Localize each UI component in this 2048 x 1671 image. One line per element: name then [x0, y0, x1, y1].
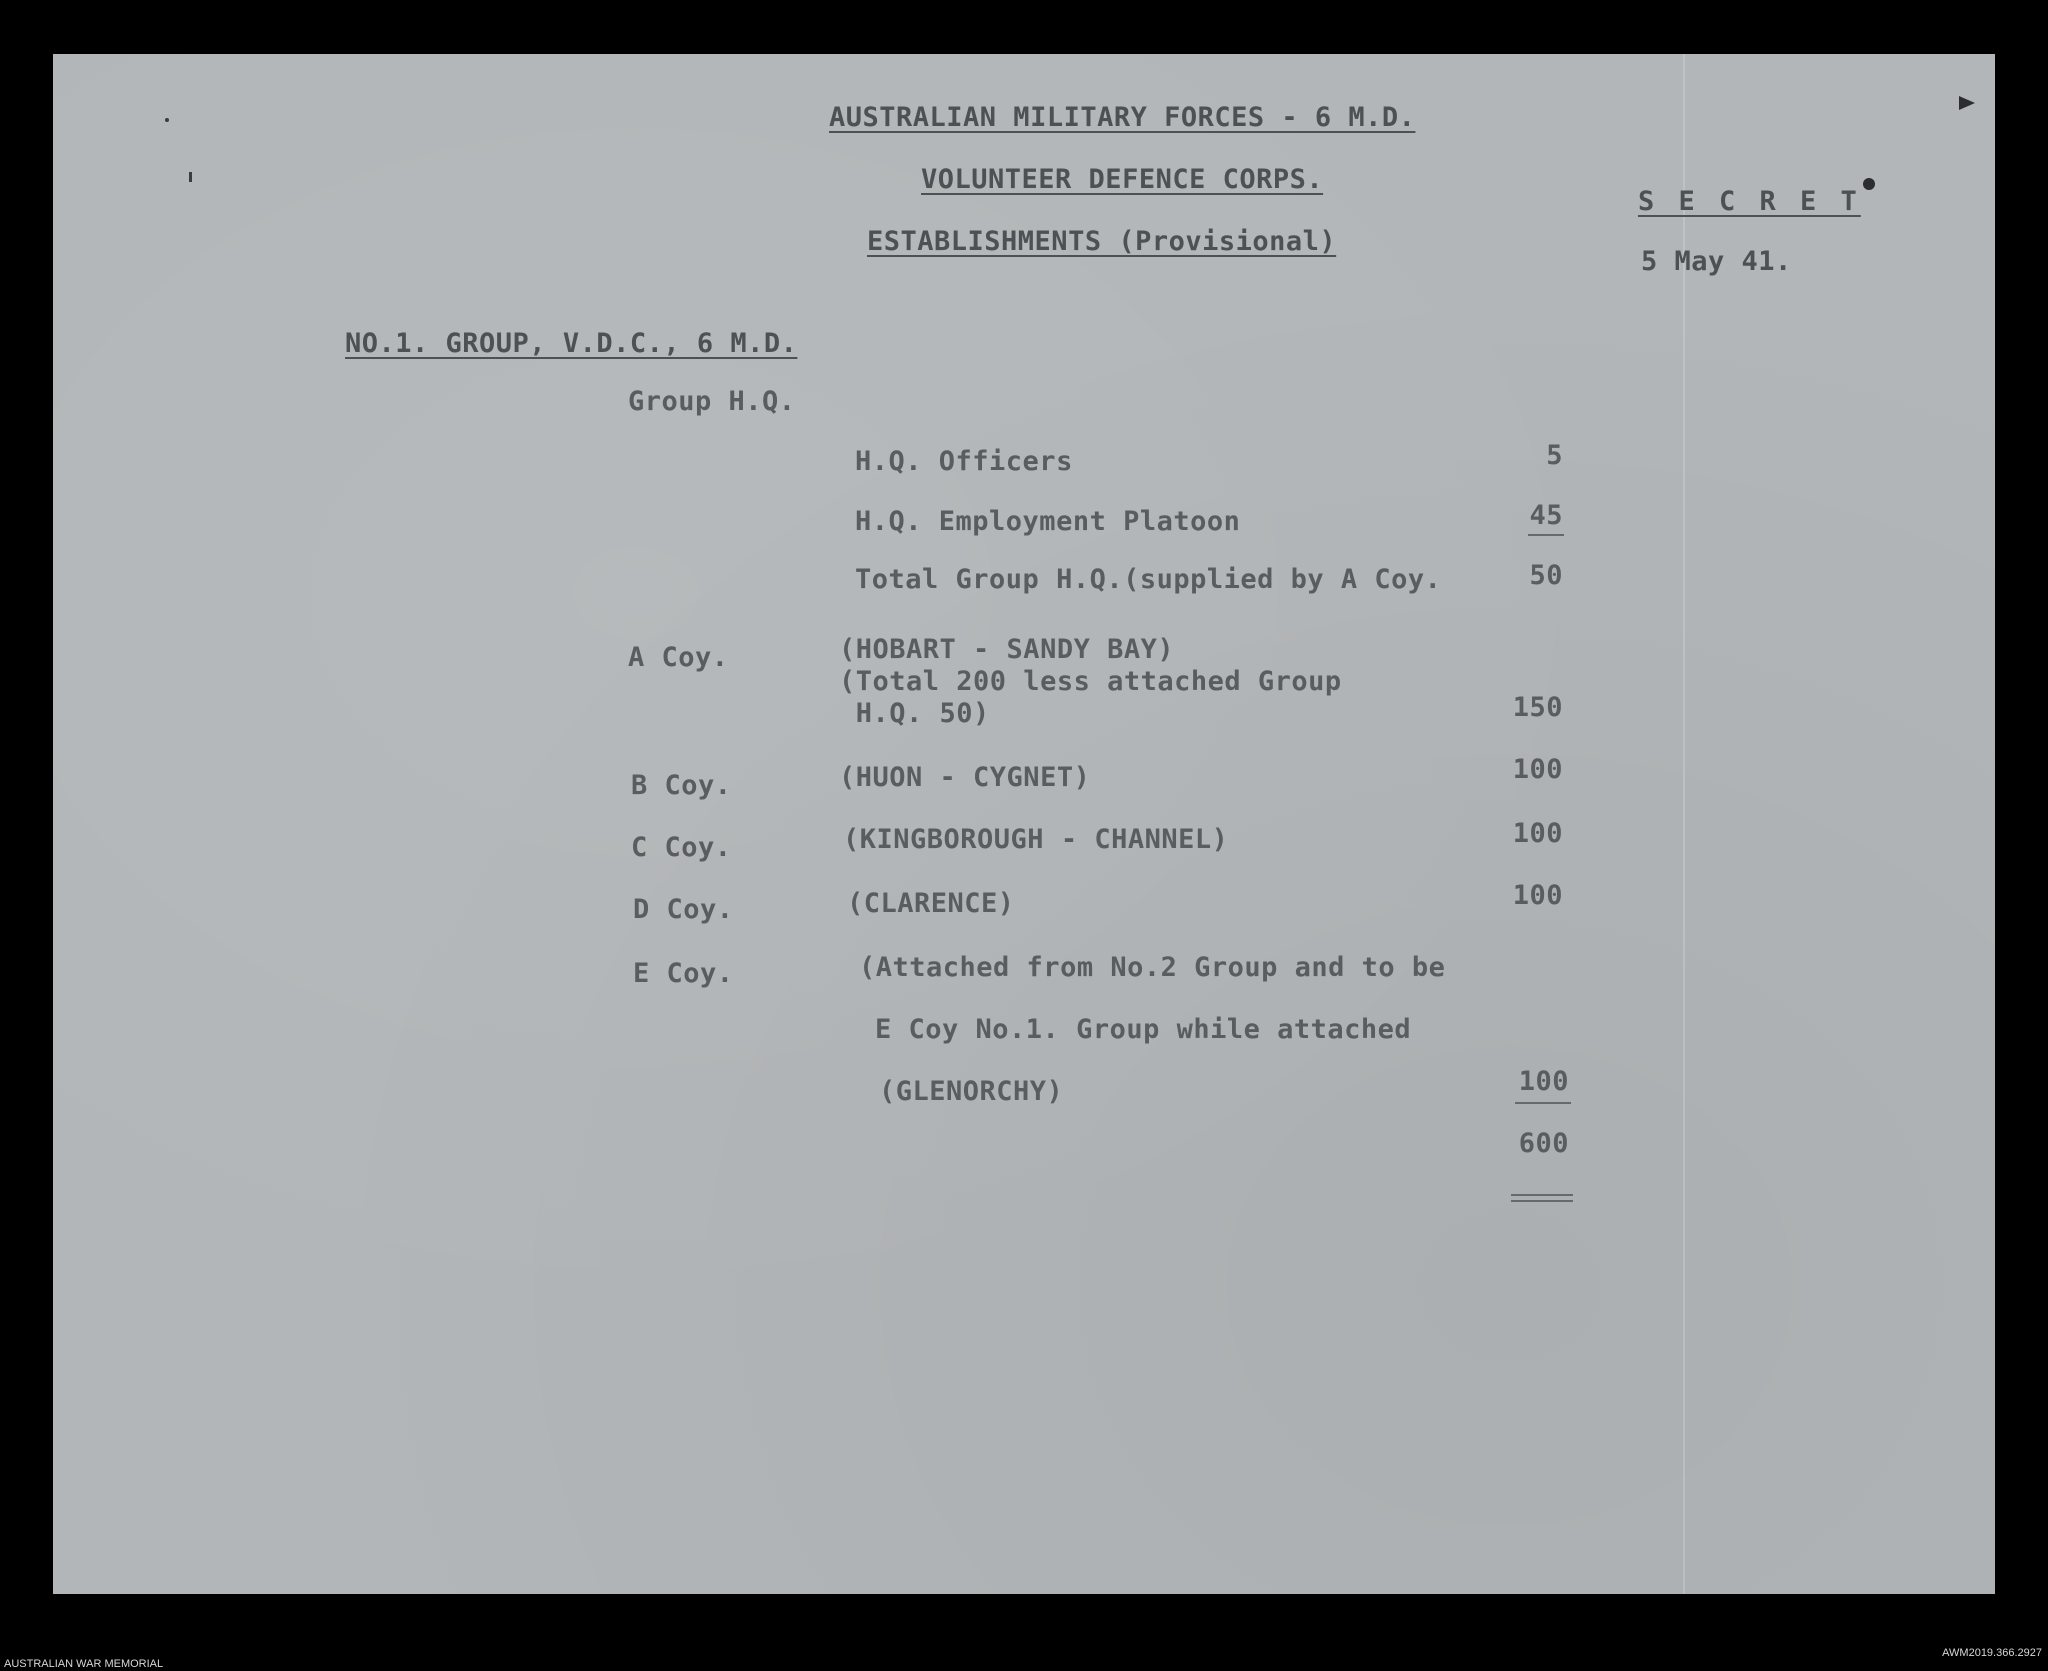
- speck-mark: [165, 118, 169, 122]
- coy-d-label: D Coy.: [633, 894, 734, 925]
- ink-blot: [1863, 178, 1875, 190]
- grand-total-double-rule: [1511, 1194, 1573, 1202]
- subtotal-rule: [1515, 1102, 1571, 1104]
- hq-officers-value: 5: [1546, 440, 1563, 471]
- group-title: NO.1. GROUP, V.D.C., 6 M.D.: [345, 328, 798, 359]
- footer-accession-number: AWM2019.366.2927: [1942, 1647, 2042, 1659]
- coy-e-line-1: (Attached from No.2 Group and to be: [859, 952, 1446, 983]
- hq-subtotal-rule: [1528, 534, 1564, 536]
- document-sheet: [53, 54, 1995, 1594]
- coy-e-line-2: E Coy No.1. Group while attached: [875, 1014, 1412, 1045]
- header-line-2: VOLUNTEER DEFENCE CORPS.: [921, 164, 1324, 195]
- grand-total-value: 600: [1518, 1128, 1569, 1159]
- paper-fold: [1683, 54, 1685, 1594]
- coy-d-value: 100: [1512, 880, 1563, 911]
- coy-a-line-1: (HOBART - SANDY BAY): [839, 634, 1175, 665]
- coy-b-line-1: (HUON - CYGNET): [839, 762, 1091, 793]
- coy-a-line-2: (Total 200 less attached Group: [839, 666, 1342, 697]
- classification-marking: S E C R E T: [1638, 186, 1861, 217]
- header-line-1: AUSTRALIAN MILITARY FORCES - 6 M.D.: [829, 102, 1416, 133]
- document-date: 5 May 41.: [1641, 246, 1792, 277]
- coy-e-line-3: (GLENORCHY): [879, 1076, 1064, 1107]
- coy-b-label: B Coy.: [631, 770, 732, 801]
- coy-e-value: 100: [1518, 1066, 1569, 1097]
- hq-platoon-label: H.Q. Employment Platoon: [855, 506, 1241, 537]
- coy-e-label: E Coy.: [633, 958, 734, 989]
- group-hq-label: Group H.Q.: [628, 386, 796, 417]
- header-line-3: ESTABLISHMENTS (Provisional): [867, 226, 1337, 257]
- coy-c-value: 100: [1512, 818, 1563, 849]
- coy-c-label: C Coy.: [631, 832, 732, 863]
- hq-platoon-value: 45: [1529, 500, 1563, 531]
- speck-mark-2: [189, 172, 192, 182]
- margin-arrow-mark: [1959, 96, 1975, 110]
- footer-institution: AUSTRALIAN WAR MEMORIAL: [4, 1658, 164, 1670]
- coy-c-line-1: (KINGBOROUGH - CHANNEL): [843, 824, 1229, 855]
- coy-a-label: A Coy.: [628, 642, 729, 673]
- coy-b-value: 100: [1512, 754, 1563, 785]
- coy-d-line-1: (CLARENCE): [847, 888, 1015, 919]
- hq-total-label: Total Group H.Q.(supplied by A Coy.: [855, 564, 1442, 595]
- coy-a-value: 150: [1512, 692, 1563, 723]
- coy-a-line-3: H.Q. 50): [839, 698, 990, 729]
- hq-officers-label: H.Q. Officers: [855, 446, 1073, 477]
- hq-total-value: 50: [1529, 560, 1563, 591]
